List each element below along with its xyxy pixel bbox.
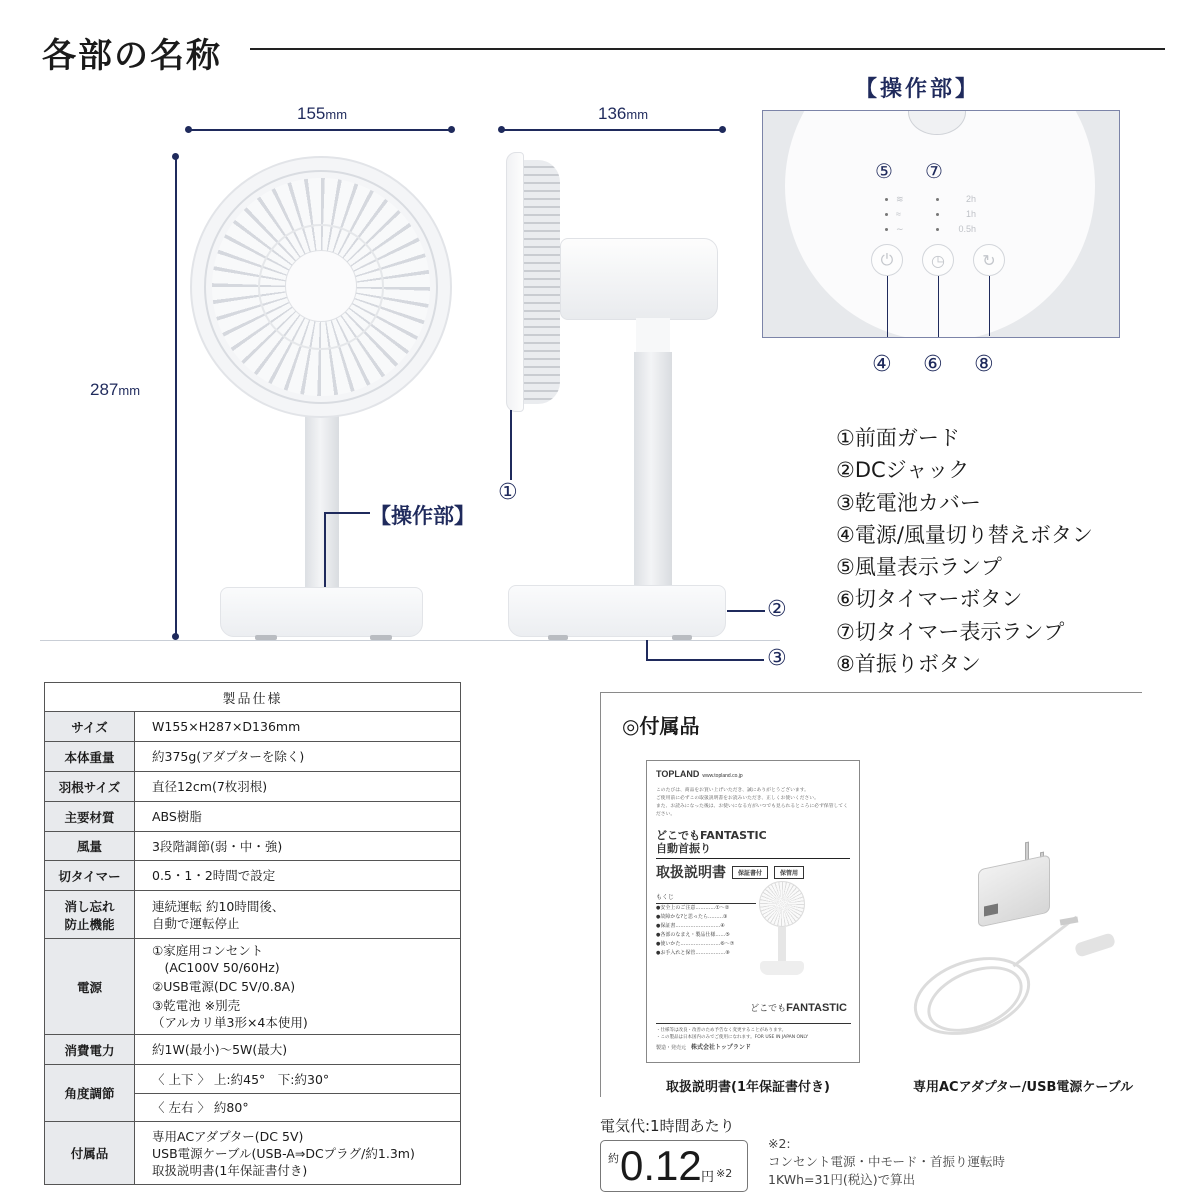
fan-base [220, 587, 423, 637]
spec-table [44, 682, 461, 1185]
side-neck [636, 318, 670, 356]
power-icon: ⏻ [880, 250, 894, 269]
table-row: 電源 ①家庭用コンセント (AC100V 50/60Hz) ②USB電源(DC 5V/0.8A) ③乾電池 ※別売 （アルカリ単3形×4本使用) [45, 939, 461, 1035]
callout-2-dc-jack: ② [767, 597, 787, 622]
callout-leader [510, 410, 512, 480]
spec-table-title: 製品仕様 [45, 683, 461, 712]
table-row: 本体重量 約375g(アダプターを除く) [45, 742, 461, 772]
manual-fan-illustration [759, 881, 805, 927]
control-panel-title: 【操作部】 [855, 77, 981, 102]
table-row: 付属品 専用ACアダプター(DC 5V) USB電源ケーブル(USB-A⇒DCプラグ/約1.3m) 取扱説明書(1年保証書付き) [45, 1122, 461, 1185]
dimension-endpoint [185, 126, 192, 133]
dimension-endpoint [719, 126, 726, 133]
manual-product-name: どこでもFANTASTIC 自動首振り [656, 829, 767, 855]
table-row: 角度調節 〈 上下 〉 上:約45° 下:約30° [45, 1065, 461, 1094]
dimension-endpoint [498, 126, 505, 133]
width-dimension-line [188, 129, 452, 131]
side-pole [634, 352, 672, 592]
callout-leader [989, 276, 990, 336]
timer-lamp-1h: 1h [936, 209, 976, 219]
timer-button[interactable] [922, 244, 954, 276]
fan-pole [305, 395, 339, 590]
manual-brand: TOPLAND www.topland.co.jp [656, 769, 743, 779]
height-dimension-label: 287mm [90, 380, 141, 399]
table-row: 〈 左右 〉 約80° [45, 1094, 461, 1122]
fan-hub [285, 250, 357, 322]
title-divider [250, 48, 1165, 50]
callout-1-front-guard: ① [498, 480, 518, 505]
part-item: ③乾電池カバー [836, 490, 981, 515]
side-grille [524, 160, 560, 404]
part-item: ⑦切タイマー表示ランプ [836, 619, 1065, 644]
manual-title: 取扱説明書 保証書付 保管用 [656, 858, 850, 882]
clock-icon: ◷ [931, 250, 945, 270]
table-row: 消し忘れ 防止機能 連続運転 約10時間後、 自動で運転停止 [45, 891, 461, 939]
timer-lamp-0-5h: 0.5h [936, 224, 976, 234]
part-item: ⑤風量表示ランプ [836, 555, 1002, 580]
manual-caption: 取扱説明書(1年保証書付き) [666, 1080, 830, 1095]
callout-leader [646, 659, 764, 661]
wind-lamp-high: ≋ [885, 194, 904, 205]
table-row: 風量 3段階調節(弱・中・強) [45, 832, 461, 861]
page-title: 各部の名称 [42, 36, 222, 76]
callout-4: ④ [872, 352, 892, 377]
electricity-footnote: ※2: コンセント電源・中モード・首振り運転時 1KWh=31円(税込)で算出 [768, 1136, 1006, 1187]
side-front-guard [506, 152, 524, 412]
width-dimension-label: 155mm [297, 104, 348, 123]
electricity-cost-value: 0.12 [620, 1142, 702, 1189]
part-item: ⑧首振りボタン [836, 652, 981, 677]
manual-logo: どこでもFANTASTIC [750, 1002, 847, 1014]
adapter-caption: 専用ACアダプター/USB電源ケーブル [913, 1080, 1134, 1095]
dimension-endpoint [448, 126, 455, 133]
callout-leader [324, 512, 326, 587]
callout-3-battery-cover: ③ [767, 646, 787, 671]
control-panel-inset [762, 110, 1120, 338]
manual-toc: ●安全上のご注意…………①～② ●故障かな?と思ったら………③ ●保証書………………………④ ●各部のなまえ・製品仕様……⑤ ●使いかた……………………⑥～⑦ ●お手入れと保管………………⑧ [656, 905, 735, 956]
callout-leader [938, 276, 939, 338]
part-item: ①前面ガード [836, 426, 960, 450]
accessories-title: ◎付属品 [622, 714, 700, 738]
oscillate-icon: ↻ [982, 250, 996, 270]
electricity-cost-label: 電気代:1時間あたり [600, 1117, 735, 1135]
callout-leader [324, 512, 370, 514]
depth-dimension-line [501, 129, 723, 131]
callout-leader [727, 610, 765, 612]
dimension-endpoint [172, 153, 179, 160]
timer-lamp-2h: 2h [936, 194, 976, 204]
side-base [508, 585, 726, 637]
depth-dimension-label: 136mm [598, 104, 649, 123]
callout-leader [887, 276, 888, 338]
wind-lamp-low: ∼ [885, 224, 904, 235]
ground-line [40, 640, 780, 641]
instruction-manual-image: TOPLAND www.topland.co.jp このたびは、商品をお買い上げいただき、誠にありがとうございます。 ご使用前に必ずこの取扱説明書をお読みいただき、正しくお使いください。 また、お読みになった後は、お使いになる方がいつでも見られるところに必ず保管してください。 どこでもFANTASTIC 自動首振り 取扱説明書 保証書付 保管用 もくじ ●安全上のご注意…………①～② ●故障かな?と思ったら………③ ●保証書………………………④ ●各部のなまえ・製品仕様……⑤ ●使いかた……………………⑥～⑦ ●お手入れと保管………………⑧ どこでもFANTASTIC ・仕様等は改良・改善のため予告なく変更することがあります。 ・この製品は日本国内のみでご使用になれます。FOR USE IN JAPAN ONLY 製造・発売元 株式会社トップランド [646, 760, 860, 1063]
part-item: ⑥切タイマーボタン [836, 587, 1023, 612]
dimension-endpoint [172, 633, 179, 640]
oscillation-button[interactable] [973, 244, 1005, 276]
table-row: 切タイマー 0.5・1・2時間で設定 [45, 861, 461, 891]
callout-8: ⑧ [974, 352, 994, 377]
power-button[interactable] [871, 244, 903, 276]
table-row: サイズ W155×H287×D136mm [45, 712, 461, 742]
parts-list [836, 422, 1093, 680]
wind-lamp-mid: ≈ [885, 209, 901, 219]
control-area-callout: 【操作部】 [370, 504, 475, 528]
callout-7: ⑦ [925, 159, 943, 183]
callout-6: ⑥ [923, 352, 943, 377]
callout-leader [646, 640, 648, 660]
part-item: ②DCジャック [836, 458, 970, 483]
side-motor-housing [560, 238, 718, 320]
callout-5: ⑤ [875, 159, 893, 183]
height-dimension-line [175, 156, 177, 636]
part-item: ④電源/風量切り替えボタン [836, 522, 1093, 547]
table-row: 羽根サイズ 直径12cm(7枚羽根) [45, 772, 461, 802]
table-row: 消費電力 約1W(最小)～5W(最大) [45, 1035, 461, 1065]
table-row: 主要材質 ABS樹脂 [45, 802, 461, 832]
